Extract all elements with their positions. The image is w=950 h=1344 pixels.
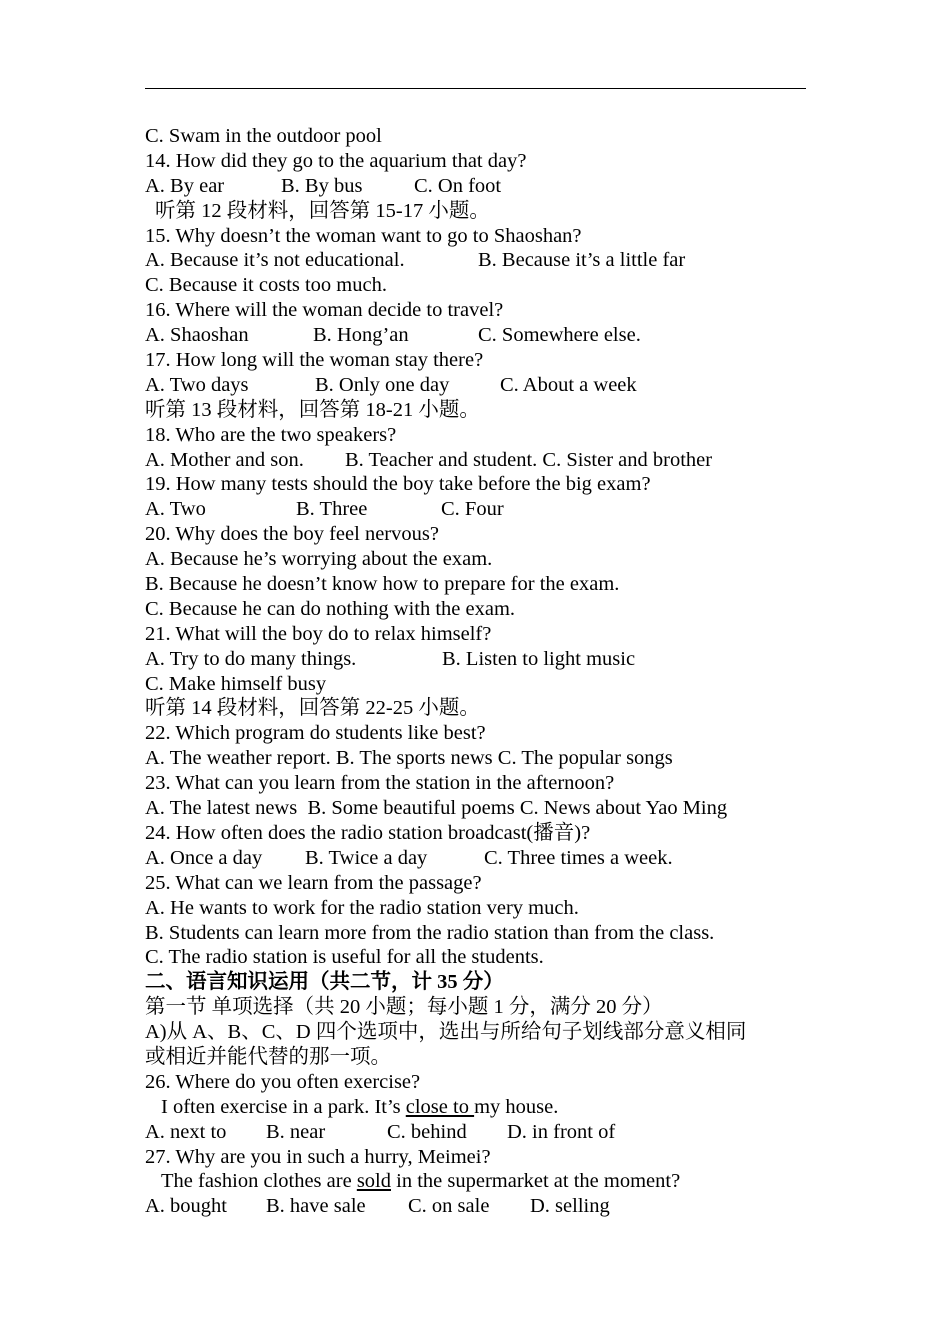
option-line: B. Because he doesn’t know how to prepare for the exam. xyxy=(145,573,620,596)
option: B. Twice a day xyxy=(305,846,428,869)
option: D. in front of xyxy=(507,1120,616,1143)
option: B. By bus xyxy=(281,174,363,197)
question-18: 18. Who are the two speakers? xyxy=(145,423,397,446)
sentence-part: in the supermarket at the moment? xyxy=(391,1170,681,1193)
option: A. Two xyxy=(145,498,206,521)
option-line: C. Because he can do nothing with the exam. xyxy=(145,597,516,620)
option: B. Three xyxy=(296,498,368,521)
option: C. behind xyxy=(387,1120,467,1143)
options-23: A. The latest news B. Some beautiful poems C. News about Yao Ming xyxy=(145,797,728,820)
options-24 xyxy=(145,846,815,871)
question-21: 21. What will the boy do to relax himself? xyxy=(145,622,492,645)
option: A. Shaoshan xyxy=(145,324,249,347)
option: C. On foot xyxy=(414,174,502,197)
options-17 xyxy=(145,373,815,398)
sentence-part: my house. xyxy=(474,1095,559,1118)
question-26-sentence xyxy=(145,1095,815,1120)
option-line: C. Make himself busy xyxy=(145,672,327,695)
question-27-sentence xyxy=(145,1169,815,1194)
option: D. selling xyxy=(530,1195,610,1218)
option: B. Teacher and student. C. Sister and brother xyxy=(345,448,713,471)
text-line: C. Swam in the outdoor pool xyxy=(145,125,382,147)
section-instruction: 听第 12 段材料，回答第 15-17 小题。 xyxy=(155,199,490,222)
underlined-phrase: sold xyxy=(356,1170,391,1193)
option-line: C. The radio station is useful for all the students. xyxy=(145,946,544,969)
sentence-part: I often exercise in a park. It’s xyxy=(161,1095,406,1118)
question-25: 25. What can we learn from the passage? xyxy=(145,871,482,894)
options-14 xyxy=(145,174,815,199)
options-22: A. The weather report. B. The sports news C. The popular songs xyxy=(145,747,673,770)
option: C. Somewhere else. xyxy=(478,324,641,347)
question-14: 14. How did they go to the aquarium that day? xyxy=(145,149,527,172)
option: A. By ear xyxy=(145,174,225,197)
option: A. Because it’s not educational. xyxy=(145,249,405,272)
option: B. have sale xyxy=(266,1195,366,1218)
instruction-text: A)从 A、B、C、D 四个选项中，选出与所给句子划线部分意义相同 xyxy=(145,1021,747,1044)
question-20: 20. Why does the boy feel nervous? xyxy=(145,523,439,546)
option-line: A. Because he’s worrying about the exam. xyxy=(145,548,493,571)
underlined-phrase: close to xyxy=(405,1095,475,1118)
options-27 xyxy=(145,1194,815,1219)
question-26: 26. Where do you often exercise? xyxy=(145,1070,421,1093)
option: A. next to xyxy=(145,1120,227,1143)
option: C. Three times a week. xyxy=(484,846,673,869)
options-21 xyxy=(145,647,815,672)
options-26 xyxy=(145,1120,815,1145)
question-23: 23. What can you learn from the station in the afternoon? xyxy=(145,772,615,795)
option-line: B. Students can learn more from the radio station than from the class. xyxy=(145,921,715,944)
question-24: 24. How often does the radio station broadcast(播音)? xyxy=(145,821,591,844)
option: B. Listen to light music xyxy=(442,647,636,670)
option: C. Four xyxy=(441,498,504,521)
option-line: A. He wants to work for the radio station very much. xyxy=(145,896,579,919)
section-instruction: 听第 13 段材料，回答第 18-21 小题。 xyxy=(145,398,480,421)
exam-page-content xyxy=(145,124,815,1219)
option: B. near xyxy=(266,1120,326,1143)
option: A. Try to do many things. xyxy=(145,647,357,670)
question-27: 27. Why are you in such a hurry, Meimei? xyxy=(145,1145,491,1168)
options-15 xyxy=(145,248,815,273)
option: B. Hong’an xyxy=(313,324,409,347)
option: B. Because it’s a little far xyxy=(478,249,686,272)
options-19 xyxy=(145,497,815,522)
options-16 xyxy=(145,323,815,348)
sentence-part: The fashion clothes are xyxy=(161,1170,357,1193)
question-22: 22. Which program do students like best? xyxy=(145,722,486,745)
instruction-text: 或相近并能代替的那一项。 xyxy=(145,1045,391,1068)
option: A. Mother and son. xyxy=(145,448,304,471)
question-19: 19. How many tests should the boy take before the big exam? xyxy=(145,473,651,496)
question-16: 16. Where will the woman decide to travel? xyxy=(145,299,504,322)
question-17: 17. How long will the woman stay there? xyxy=(145,349,484,372)
question-15: 15. Why doesn’t the woman want to go to Shaoshan? xyxy=(145,224,582,247)
option: C. on sale xyxy=(408,1195,490,1218)
option-line: C. Because it costs too much. xyxy=(145,274,387,297)
option: A. bought xyxy=(145,1195,227,1218)
options-18 xyxy=(145,448,815,473)
header-rule xyxy=(145,88,806,89)
option: A. Once a day xyxy=(145,846,263,869)
subsection-heading: 第一节 单项选择（共 20 小题；每小题 1 分，满分 20 分） xyxy=(145,996,663,1019)
option: C. About a week xyxy=(500,373,637,396)
option: A. Two days xyxy=(145,373,249,396)
option: B. Only one day xyxy=(315,373,450,396)
part-heading: 二、语言知识运用（共二节，计 35 分） xyxy=(145,971,504,994)
section-instruction: 听第 14 段材料，回答第 22-25 小题。 xyxy=(145,697,480,720)
